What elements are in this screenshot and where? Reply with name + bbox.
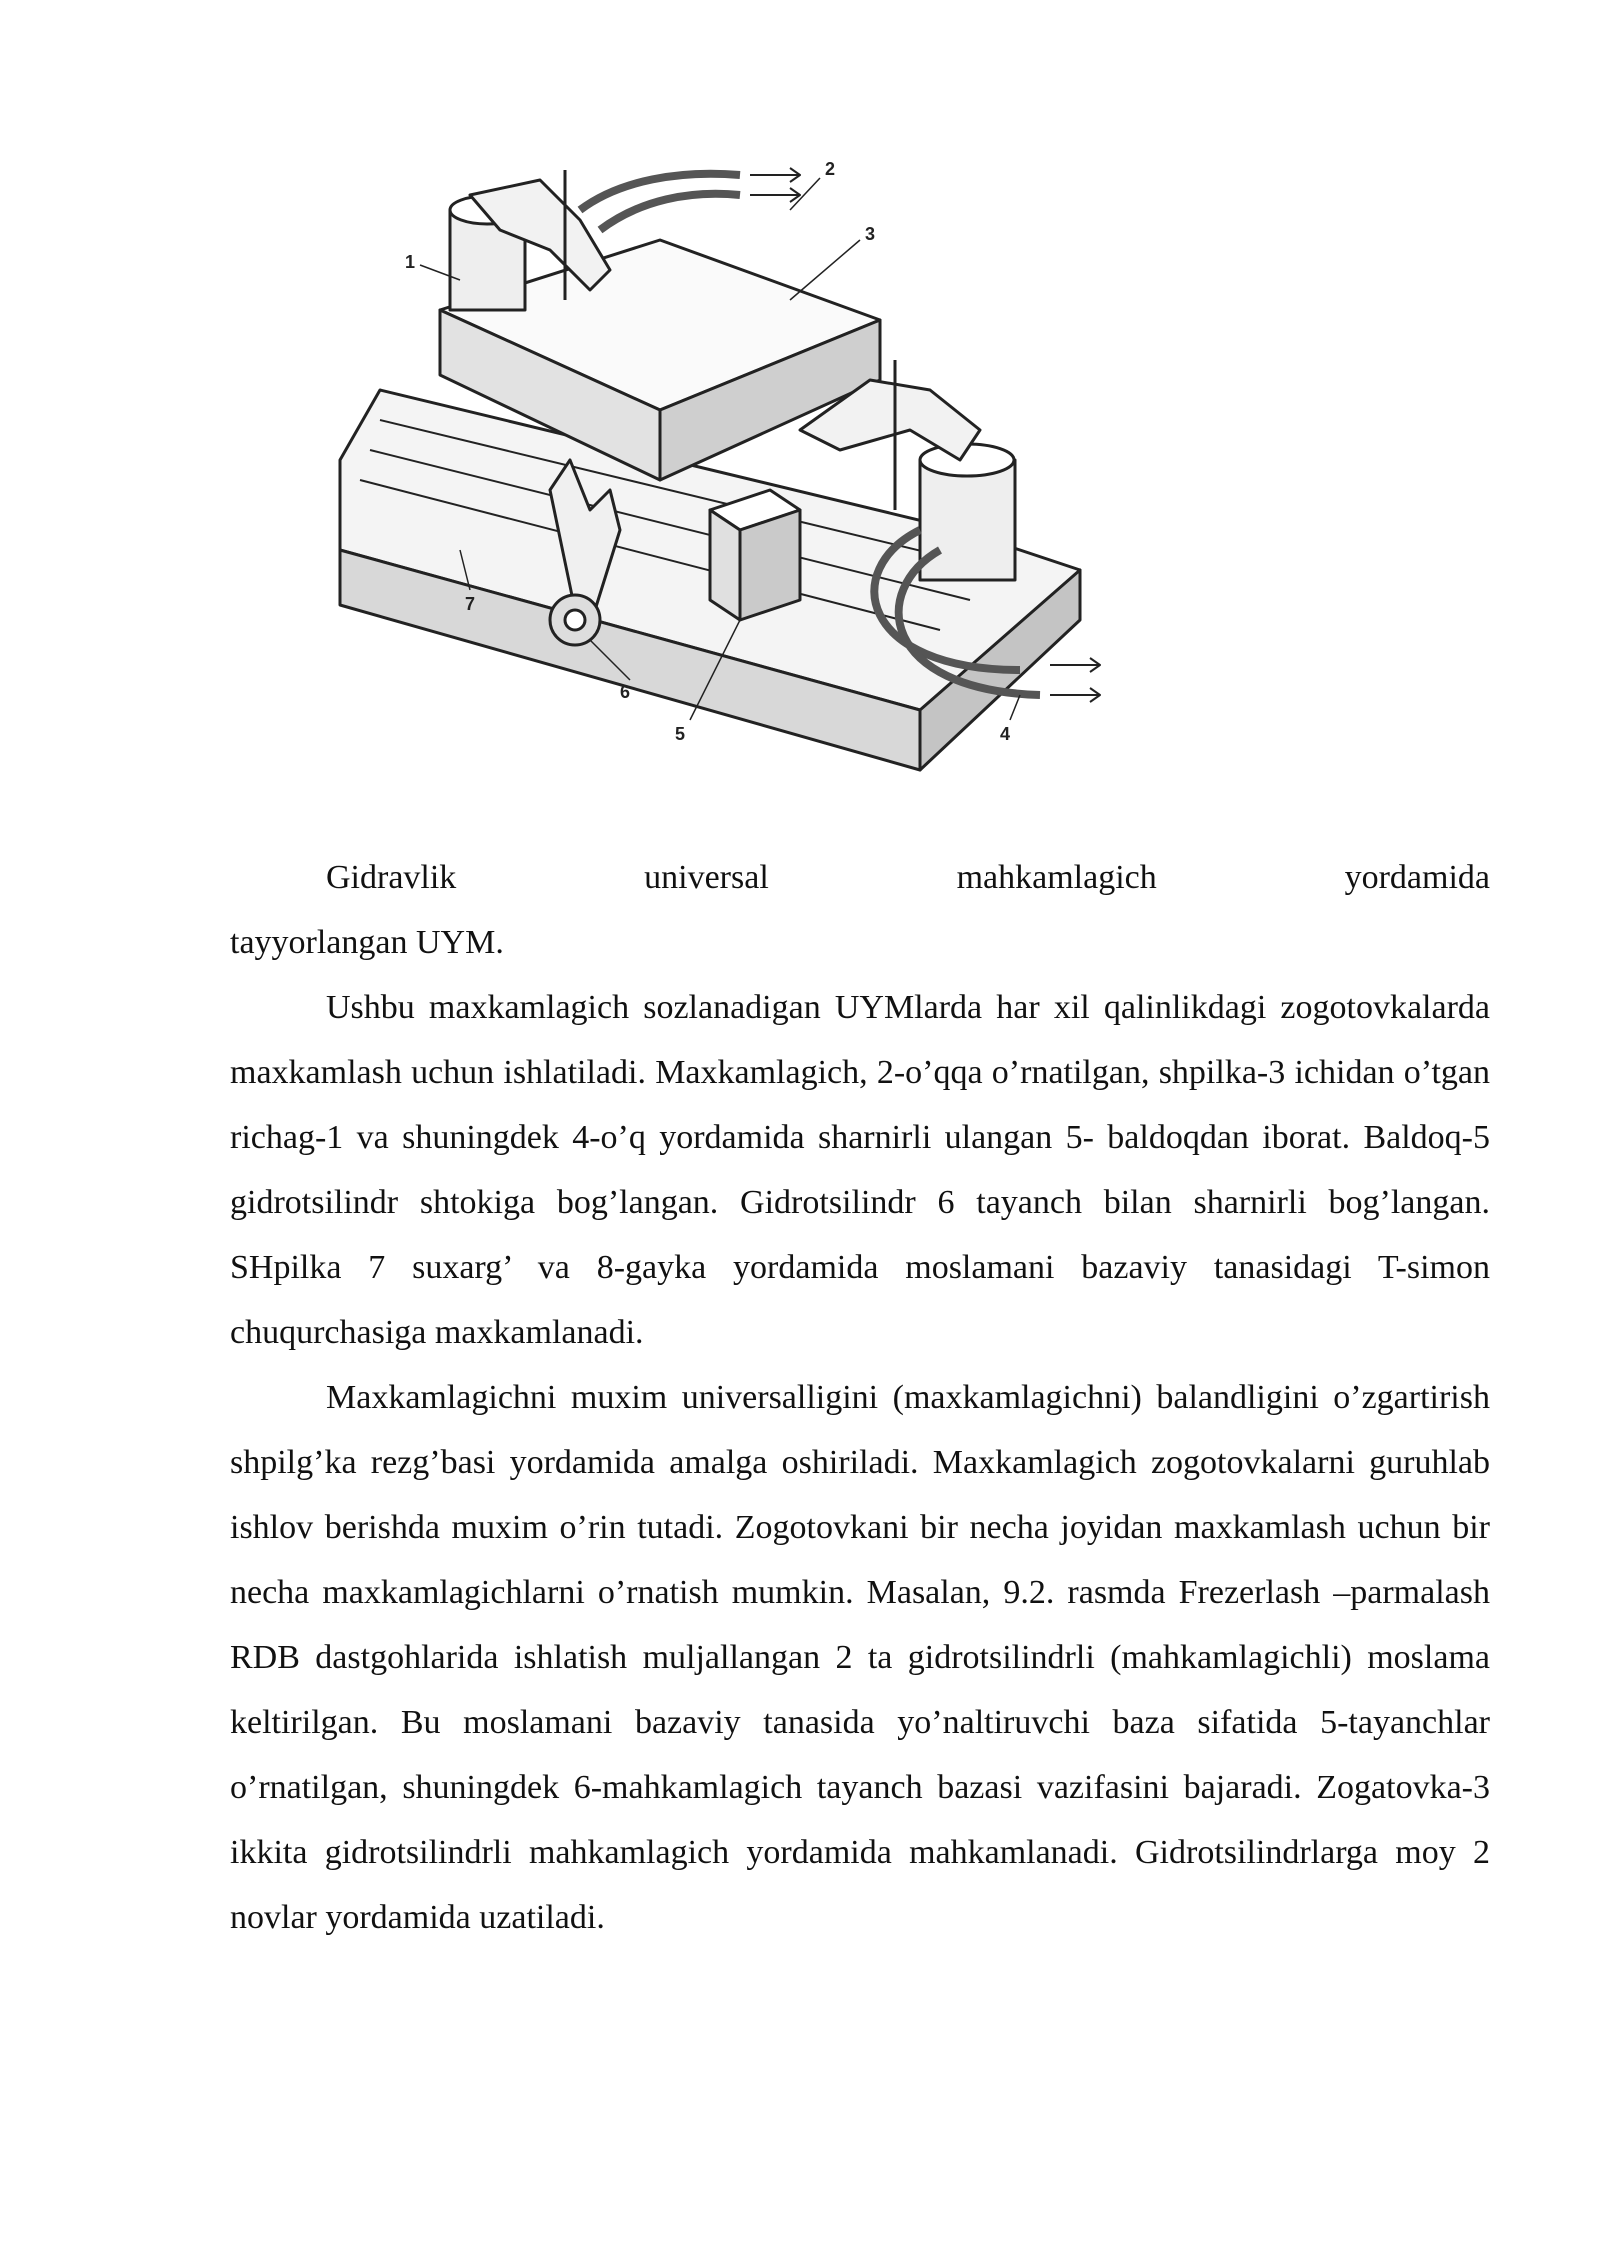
caption-word: universal [644,859,769,896]
hydraulic-fixture-illustration [320,150,1180,810]
label-2: 2 [825,159,836,179]
paragraph: Ushbu maxkamlagich sozlanadigan UYMlarda har xil qalinlikdagi zogotovkalarda maxkamlash uchun ishlatiladi. Maxkamlagich, 2-o’qqa o’rnatilgan, shpilka-3 ichidan o’tgan richag-1 va shuningdek 4-o’q yordamida sharnirli ulangan 5- baldoqdan iborat. Baldoq-5 gidrotsilindr shtokiga bog’langan. Gidrotsilindr 6 tayanch bilan sharnirli bog’langan. SHpilka 7 suxarg’ va 8-gayka yordamida moslamani bazaviy tanasidagi T-simon chuqurchasiga maxkamlanadi. [230,989,1490,1351]
body-text [230,845,1490,1950]
caption-line-2: tayyorlangan UYM. [230,924,504,961]
label-4: 4 [1000,724,1011,744]
label-6: 6 [620,682,631,702]
figure-caption [230,845,1490,975]
label-3: 3 [865,224,876,244]
paragraph: Maxkamlagichni muxim universalligini (maxkamlagichni) balandligini o’zgartirish shpilg’ka rezg’basi yordamida amalga oshiriladi. Maxkamlagich zogotovkalarni guruhlab ishlov berishda muxim o’rin tutadi. Zogotovkani bir necha joyidan maxkamlash uchun bir necha maxkamlagichlarni o’rnatish mumkin. Masalan, 9.2. rasmda Frezerlash –parmalash RDB dastgohlarida ishlatish muljallangan 2 ta gidrotsilindrli (mahkamlagichli) moslama keltirilgan. Bu moslamani bazaviy tanasida yo’naltiruvchi baza sifatida 5-tayanchlar o’rnatilgan, shuningdek 6-mahkamlagich tayanch bazasi vazifasini bajaradi. Zogatovka-3 ikkita gidrotsilindrli mahkamlagich yordamida mahkamlanadi. Gidrotsilindrlarga moy 2 novlar yordamida uzatiladi. [230,1379,1490,1936]
caption-word: Gidravlik [326,859,457,896]
label-7: 7 [465,594,476,614]
support-block [710,490,800,620]
label-1: 1 [405,252,416,272]
caption-word: yordamida [1344,859,1490,896]
label-5: 5 [675,724,686,744]
caption-word: mahkamlagich [956,859,1157,896]
fixture-drawing [320,150,1180,810]
